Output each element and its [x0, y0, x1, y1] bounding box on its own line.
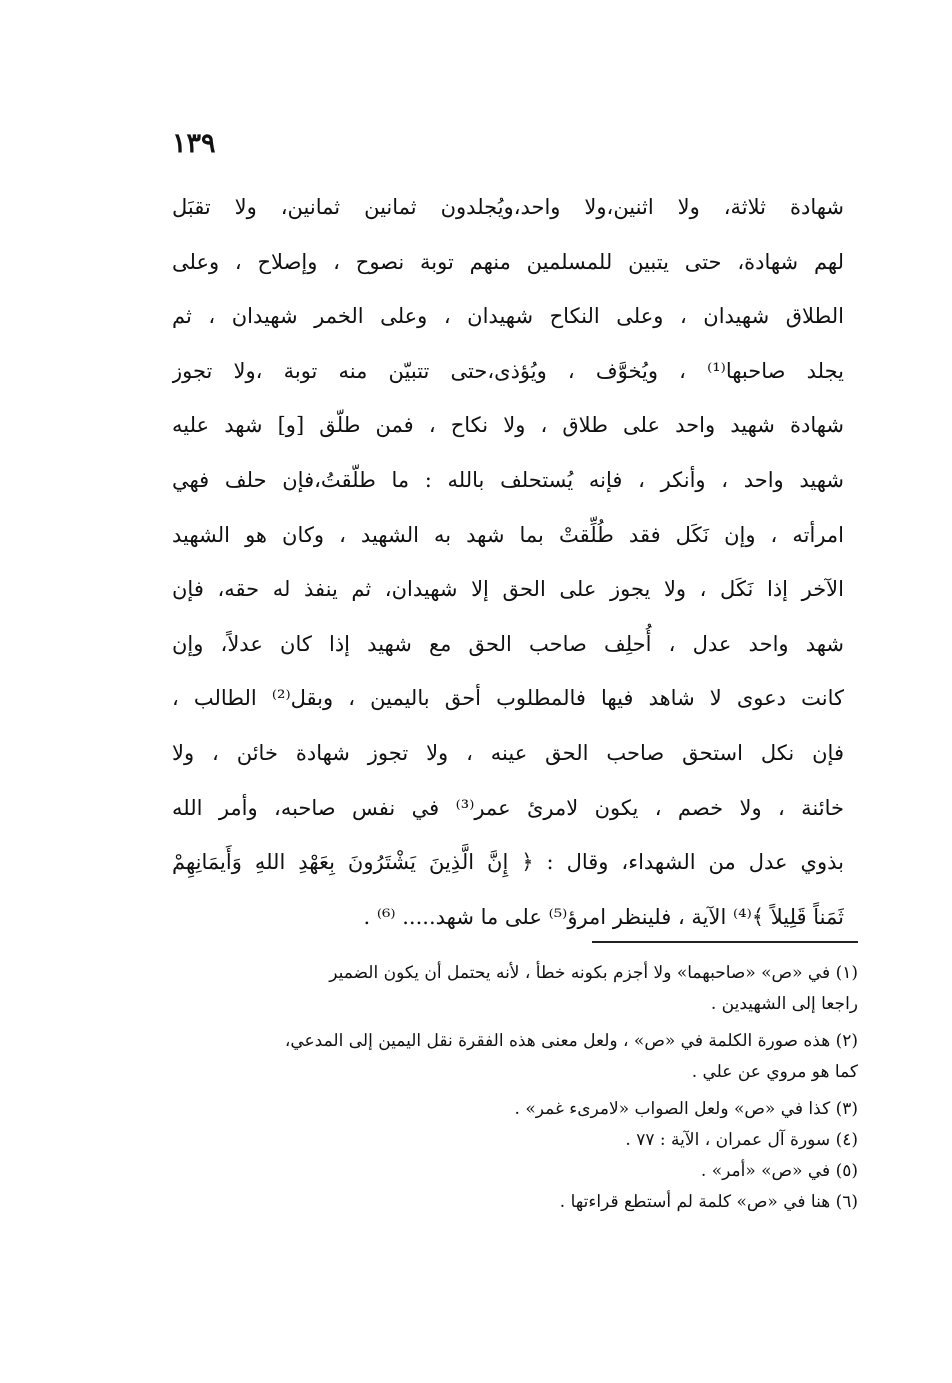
footnotes	[168, 958, 858, 1218]
footnote-line: (٦) هنا في «ص» كلمة لم أستطع قراءتها .	[559, 1192, 858, 1212]
text-line: شهادة ثلاثة، ولا اثنين،ولا واحد،ويُجلدون ثمانين ثمانين، ولا تقبَل	[172, 195, 844, 219]
page-number: ١٣٩	[172, 128, 216, 159]
text-line: امرأته ، وإن نَكَل فقد طُلِّقتْ بما شهد به الشهيد ، وكان هو الشهيد	[172, 522, 844, 547]
text-line: خائنة ، ولا خصم ، يكون لامرئ عمر⁽³⁾ في نفس صاحبه، وأمر الله	[172, 795, 844, 820]
footnote-line: (٥) في «ص» «أمر» .	[700, 1161, 858, 1181]
text-line: شهيد واحد ، وأنكر ، فإنه يُستحلف بالله : ما طلّقتُ،فإن حلف فهي	[172, 467, 844, 492]
footnote-line: (٢) هذه صورة الكلمة في «ص» ، ولعل معنى هذه الفقرة نقل اليمين إلى المدعي،	[284, 1031, 858, 1051]
text-line: الطلاق شهيدان ، وعلى النكاح شهيدان ، وعلى الخمر شهيدان ، ثم	[172, 304, 844, 329]
footnote-divider	[592, 941, 858, 943]
main-text	[172, 180, 844, 944]
footnote-line: كما هو مروي عن علي .	[691, 1062, 858, 1082]
text-line: كانت دعوى لا شاهد فيها فالمطلوب أحق باليمين ، وبقل⁽²⁾ الطالب ،	[172, 686, 844, 711]
footnote-line: راجعا إلى الشهيدين .	[710, 994, 858, 1014]
text-line: شهد واحد عدل ، أُحلِف صاحب الحق مع شهيد إذا كان عدلاً، وإن	[172, 631, 844, 656]
text-line: بذوي عدل من الشهداء، وقال : ﴿ إِنَّ الَّذِينَ يَشْتَرُونَ بِعَهْدِ اللهِ وَأَيمَانِهِمْ	[172, 850, 844, 875]
footnote-line: (٣) كذا في «ص» ولعل الصواب «لامرىء غمر» .	[514, 1099, 858, 1119]
footnote-line: (٤) سورة آل عمران ، الآية : ٧٧ .	[625, 1130, 858, 1150]
text-line: شهادة شهيد واحد على طلاق ، ولا نكاح ، فمن طلّق [و] شهد عليه	[172, 413, 844, 438]
text-line: لهم شهادة، حتى يتبين للمسلمين منهم توبة نصوح ، وإصلاح ، وعلى	[172, 249, 844, 274]
footnote-line: (١) في «ص» «صاحبهما» ولا أجزم بكونه خطأ ، لأنه يحتمل أن يكون الضمير	[329, 963, 858, 983]
text-line: يجلد صاحبها⁽¹⁾ ، ويُخوَّف ، ويُؤذى،حتى تتبيّن منه توبة ،ولا تجوز	[172, 358, 844, 383]
text-line: الآخر إذا نَكَل ، ولا يجوز على الحق إلا شهيدان، ثم ينفذ له حقه، فإن	[172, 577, 844, 602]
text-line: ثَمَناً قَلِيلاً ﴾⁽⁴⁾ الآية ، فلينظر امرؤ⁽⁵⁾ على ما شهد..... ⁽⁶⁾ .	[363, 904, 844, 929]
text-line: فإن نكل استحق صاحب الحق عينه ، ولا تجوز شهادة خائن ، ولا	[172, 740, 844, 765]
